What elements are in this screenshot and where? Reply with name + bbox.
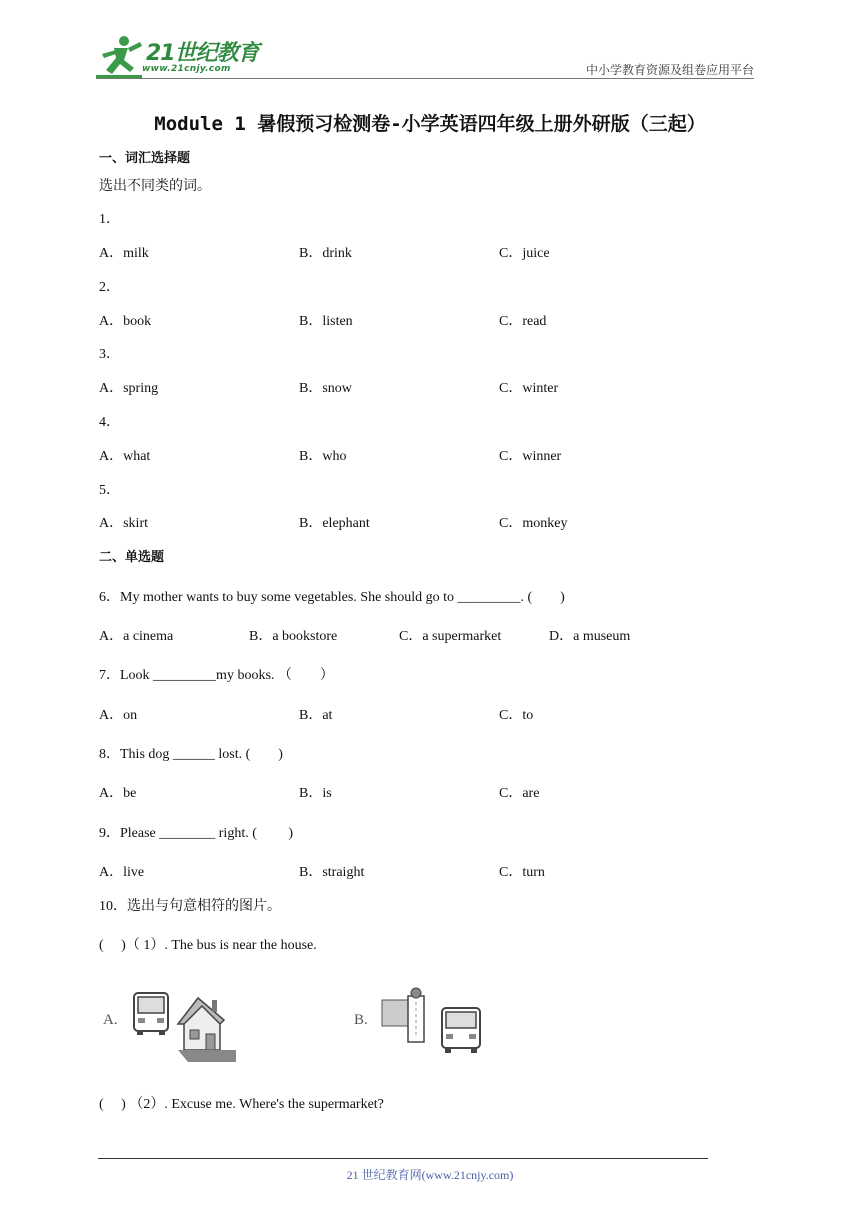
option-c: C．winner (499, 449, 562, 464)
option-b: B．listen (299, 314, 353, 329)
question-stem-7: 7．Look _________my books. （ ） (99, 668, 334, 683)
question-stem-9: 9．Please ________ right. ( ) (99, 826, 294, 841)
option-c: C．to (499, 708, 534, 723)
logo-text: 21世纪教育 (146, 41, 259, 66)
option-c: C．are (499, 786, 540, 801)
logo-url: www.21cnjy.com (142, 64, 231, 74)
option-a: A．book (99, 314, 152, 329)
header-platform-text: 中小学教育资源及组卷应用平台 (585, 63, 754, 77)
option-a: A．on (99, 708, 138, 723)
option-a: A．be (99, 786, 137, 801)
section-heading-2: 二、单选题 (99, 550, 165, 565)
option-c: C．juice (499, 246, 550, 261)
option-c: C．a supermarket (399, 629, 502, 644)
option-c: C．turn (499, 865, 545, 880)
option-c: C．read (499, 314, 547, 329)
question-number-4: 4． (99, 415, 120, 430)
option-b: B．at (299, 708, 333, 723)
option-a: A．a cinema (99, 629, 174, 644)
question-stem-8: 8．This dog ______ lost. ( ) (99, 747, 283, 762)
section-heading-1: 一、词汇选择题 (99, 151, 191, 166)
instruction-text: 选出不同类的词。 (99, 179, 211, 194)
question-stem-6: 6．My mother wants to buy some vegetables. She should go to _________. ( ) (99, 590, 565, 605)
site-logo (94, 34, 259, 80)
option-a: A．live (99, 865, 145, 880)
footer-divider (98, 1158, 708, 1159)
option-b: B．who (299, 449, 347, 464)
bus-near-sign-image (380, 986, 490, 1056)
bus-near-house-image (128, 988, 238, 1064)
question-stem-10: 10．选出与句意相符的图片。 (99, 899, 281, 914)
question-number-3: 3． (99, 347, 120, 362)
page-title: Module 1 暑假预习检测卷-小学英语四年级上册外研版（三起） (154, 113, 706, 135)
option-a: A．skirt (99, 516, 148, 531)
option-b: B．elephant (299, 516, 370, 531)
picture-b-label: B. (354, 1012, 368, 1028)
picture-a-label: A. (103, 1012, 118, 1028)
option-d: D．a museum (549, 629, 631, 644)
footer-text: 21 世纪教育网(www.21cnjy.com) (346, 1168, 514, 1182)
option-a: A．milk (99, 246, 149, 261)
question-number-5: 5． (99, 483, 120, 498)
option-c: C．monkey (499, 516, 568, 531)
option-a: A．spring (99, 381, 159, 396)
option-b: B．straight (299, 865, 365, 880)
option-c: C．winter (499, 381, 559, 396)
sub-question-1: ( )（ 1）. The bus is near the house. (99, 938, 317, 953)
question-number-2: 2． (99, 280, 120, 295)
option-b: B．a bookstore (249, 629, 338, 644)
option-b: B．drink (299, 246, 352, 261)
option-a: A．what (99, 449, 151, 464)
header-divider (96, 78, 754, 79)
option-b: B．snow (299, 381, 352, 396)
sub-question-2: ( ) （2）. Excuse me. Where's the supermarket? (99, 1097, 384, 1112)
runner-logo-icon (94, 34, 146, 80)
question-number-1: 1． (99, 212, 120, 227)
option-b: B．is (299, 786, 332, 801)
